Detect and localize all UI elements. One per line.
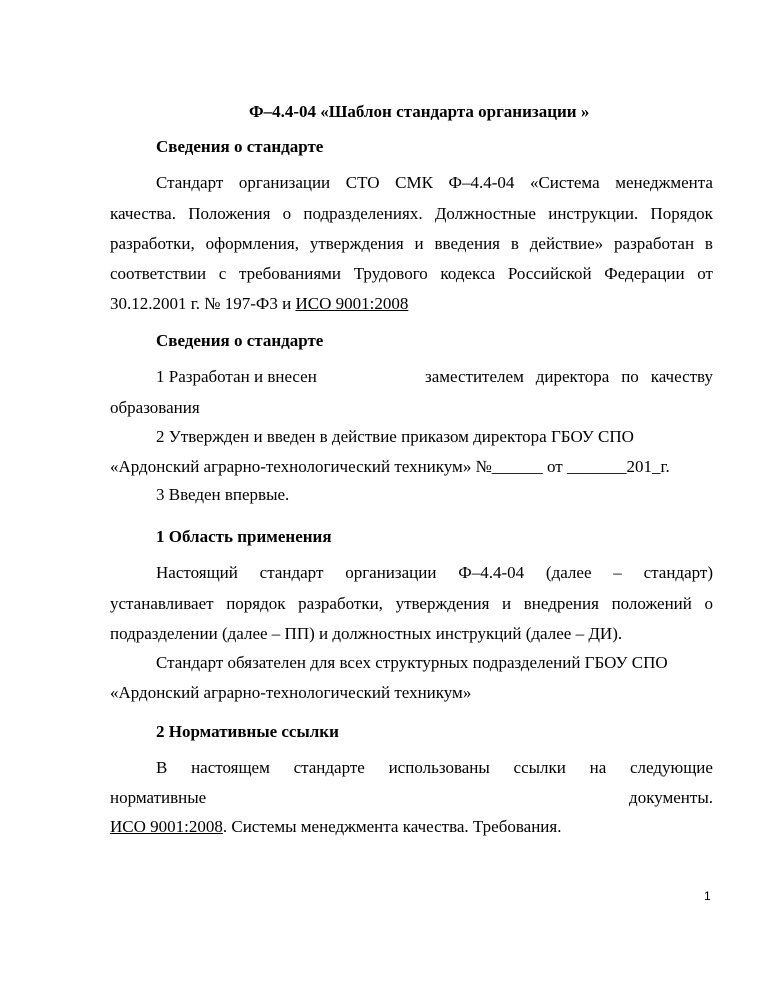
- word: менеджмента: [615, 173, 713, 192]
- word: В: [156, 758, 168, 777]
- word: по: [621, 367, 639, 386]
- word: утверждения: [395, 594, 490, 613]
- word: от: [697, 264, 713, 283]
- para1-line3: [110, 234, 713, 254]
- word: о: [282, 204, 292, 223]
- word: на: [589, 758, 607, 777]
- sec1-line5: «Ардонский аграрно-технологический техникум»: [110, 683, 472, 702]
- sec2-line3-text: . Системы менеджмента качества. Требования.: [222, 817, 562, 836]
- word: Порядок: [650, 204, 713, 223]
- word: директора: [535, 367, 610, 386]
- sec1-line4: Стандарт обязателен для всех структурных подразделений ГБОУ СПО: [156, 653, 668, 672]
- word: –: [613, 563, 622, 582]
- word: подразделениях.: [303, 204, 423, 223]
- sec2-line1: [156, 758, 713, 778]
- word: стандарт: [259, 563, 324, 582]
- iso-link[interactable]: ИСО 9001:2008: [295, 294, 409, 313]
- word: документы.: [629, 788, 713, 807]
- word: Настоящий: [156, 563, 238, 582]
- word: качеству: [650, 367, 713, 386]
- document-title: Ф–4.4-04 «Шаблон стандарта организации »: [249, 102, 590, 121]
- item1-continuation: образования: [110, 398, 200, 417]
- item2-line2: «Ардонский аграрно-технологический техникум» №______ от _______201_г.: [110, 457, 670, 476]
- word: Российской: [507, 264, 592, 283]
- word: инструкции.: [548, 204, 639, 223]
- section2-heading: 2 Нормативные ссылки: [156, 722, 339, 741]
- sec2-line3: [110, 817, 561, 837]
- word: Ф–4.4-04: [448, 173, 515, 192]
- word: заместителем: [425, 367, 524, 386]
- word: с: [218, 264, 227, 283]
- word: ссылки: [513, 758, 566, 777]
- word: утверждения: [309, 234, 404, 253]
- word: Стандарт: [156, 173, 224, 192]
- word: введения: [434, 234, 500, 253]
- word: следующие: [630, 758, 713, 777]
- sec1-line2: [110, 594, 713, 614]
- word: разработки,: [298, 594, 383, 613]
- word: Трудового: [353, 264, 428, 283]
- para1-line4: [110, 264, 713, 284]
- iso-link-2[interactable]: ИСО 9001:2008: [110, 817, 223, 836]
- word: в: [704, 234, 713, 253]
- page-number: 1: [704, 889, 711, 903]
- word: Должностные: [434, 204, 536, 223]
- word: разработан: [614, 234, 695, 253]
- sec1-line3: подразделении (далее – ПП) и должностных инструкций (далее – ДИ).: [110, 624, 623, 643]
- word: и: [414, 234, 424, 253]
- sec2-line2: [110, 788, 713, 808]
- word: СТО: [345, 173, 380, 192]
- word: разработки,: [110, 234, 195, 253]
- word: внедрения: [523, 594, 599, 613]
- word: (далее: [545, 563, 592, 582]
- word: и: [502, 594, 512, 613]
- word: о: [704, 594, 713, 613]
- word: требованиями: [238, 264, 342, 283]
- word: организации: [238, 173, 331, 192]
- word: положений: [611, 594, 692, 613]
- word: организации: [345, 563, 437, 582]
- item1-right: [425, 367, 713, 387]
- para1-line2: [110, 204, 713, 224]
- word: действие»: [529, 234, 604, 253]
- word: Положения: [188, 204, 271, 223]
- para1-line5-text: 30.12.2001 г. № 197-Ф3 и: [110, 294, 296, 313]
- section-heading-info: Сведения о стандарте: [156, 137, 324, 156]
- para1-line5: [110, 294, 408, 314]
- word: нормативные: [110, 788, 207, 807]
- word: в: [510, 234, 519, 253]
- word: СМК: [395, 173, 433, 192]
- section-heading-info-2: Сведения о стандарте: [156, 331, 324, 350]
- word: стандарт): [643, 563, 713, 582]
- section1-heading: 1 Область применения: [156, 527, 332, 546]
- word: стандарте: [293, 758, 365, 777]
- word: Ф–4.4-04: [458, 563, 525, 582]
- word: оформления,: [205, 234, 299, 253]
- word: Федерации: [604, 264, 685, 283]
- sec1-line1: [156, 563, 713, 583]
- word: устанавливает: [110, 594, 214, 613]
- word: качества.: [110, 204, 176, 223]
- word: порядок: [226, 594, 286, 613]
- item2-line1: 2 Утвержден и введен в действие приказом директора ГБОУ СПО: [156, 427, 634, 446]
- item3: 3 Введен впервые.: [156, 485, 290, 504]
- word: использованы: [388, 758, 490, 777]
- word: соответствии: [110, 264, 207, 283]
- word: настоящем: [191, 758, 270, 777]
- item1-left: 1 Разработан и внесен: [156, 367, 317, 386]
- word: кодекса: [440, 264, 496, 283]
- word: «Система: [529, 173, 600, 192]
- para1-line1: [156, 173, 713, 193]
